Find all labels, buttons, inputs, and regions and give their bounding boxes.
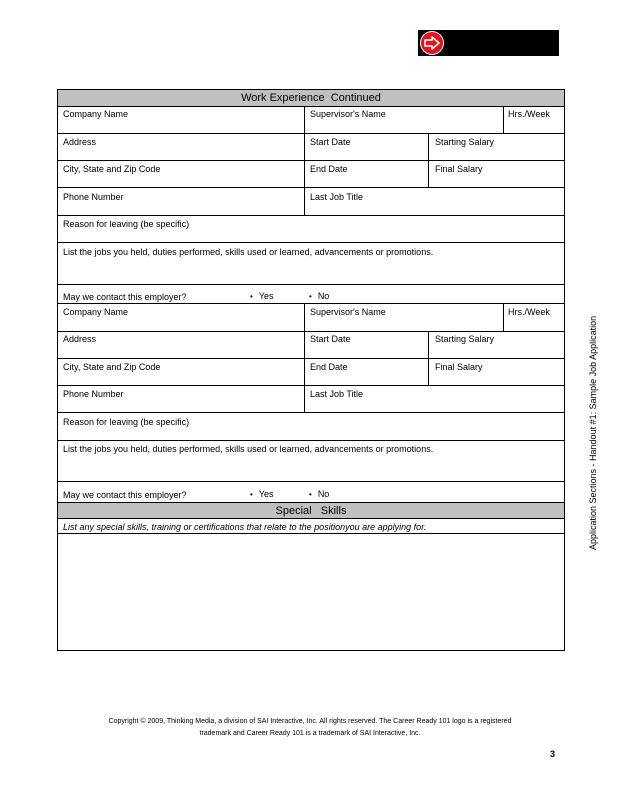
column-divider bbox=[428, 331, 429, 385]
section-header-work-experience bbox=[57, 89, 565, 107]
column-divider bbox=[304, 106, 305, 215]
address-field[interactable]: Address bbox=[63, 137, 97, 147]
bullet-icon: • bbox=[309, 490, 312, 499]
row-divider bbox=[57, 284, 565, 285]
start-date-field[interactable]: Start Date bbox=[310, 334, 351, 344]
contact-employer-question: May we contact this employer? bbox=[63, 490, 187, 500]
contact-yes-option[interactable] bbox=[250, 291, 274, 301]
jobs-duties-field[interactable]: List the jobs you held, duties performed, skills used or learned, advancements or promotions. bbox=[63, 444, 434, 454]
starting-salary-field[interactable]: Starting Salary bbox=[435, 137, 495, 147]
column-divider bbox=[503, 303, 504, 331]
yes-label: Yes bbox=[258, 489, 274, 499]
row-divider bbox=[57, 303, 565, 304]
special-skills-prompt: List any special skills, training or certifications that relate to the positionyou are applying for. bbox=[63, 522, 427, 532]
copyright-line: Copyright © 2009, Thinking Media, a division of SAI Interactive, Inc. All rights reserved. The Career Ready 101 logo is a registered bbox=[108, 718, 512, 725]
row-divider bbox=[57, 440, 565, 441]
row-divider bbox=[57, 385, 565, 386]
column-divider bbox=[428, 133, 429, 187]
row-divider bbox=[57, 133, 565, 134]
row-divider bbox=[57, 481, 565, 482]
end-date-field[interactable]: End Date bbox=[310, 362, 348, 372]
supervisor-name-field[interactable]: Supervisor's Name bbox=[310, 307, 386, 317]
column-divider bbox=[304, 303, 305, 412]
last-job-title-field[interactable]: Last Job Title bbox=[310, 192, 364, 202]
no-label: No bbox=[317, 489, 330, 499]
final-salary-field[interactable]: Final Salary bbox=[435, 164, 483, 174]
company-name-field[interactable]: Company Name bbox=[63, 307, 129, 317]
bullet-icon: • bbox=[250, 490, 253, 499]
no-label: No bbox=[317, 291, 330, 301]
row-divider bbox=[57, 187, 565, 188]
copyright-notice bbox=[40, 716, 580, 740]
contact-employer-question: May we contact this employer? bbox=[63, 292, 187, 302]
phone-number-field[interactable]: Phone Number bbox=[63, 192, 124, 202]
row-divider bbox=[57, 358, 565, 359]
contact-yes-option[interactable] bbox=[250, 489, 274, 499]
section-header-special-skills bbox=[57, 502, 565, 519]
row-divider bbox=[57, 160, 565, 161]
starting-salary-field[interactable]: Starting Salary bbox=[435, 334, 495, 344]
end-date-field[interactable]: End Date bbox=[310, 164, 348, 174]
final-salary-field[interactable]: Final Salary bbox=[435, 362, 483, 372]
row-divider bbox=[57, 412, 565, 413]
city-state-zip-field[interactable]: City, State and Zip Code bbox=[63, 362, 161, 372]
page-number: 3 bbox=[550, 749, 556, 759]
bullet-icon: • bbox=[250, 292, 253, 301]
jobs-duties-field[interactable]: List the jobs you held, duties performed, skills used or learned, advancements or promotions. bbox=[63, 247, 434, 257]
reason-for-leaving-field[interactable]: Reason for leaving (be specific) bbox=[63, 219, 190, 229]
supervisor-name-field[interactable]: Supervisor's Name bbox=[310, 109, 386, 119]
row-divider bbox=[57, 242, 565, 243]
bullet-icon: • bbox=[309, 292, 312, 301]
company-name-field[interactable]: Company Name bbox=[63, 109, 129, 119]
yes-label: Yes bbox=[258, 291, 274, 301]
start-date-field[interactable]: Start Date bbox=[310, 137, 351, 147]
address-field[interactable]: Address bbox=[63, 334, 97, 344]
copyright-line: trademark and Career Ready 101 is a trademark of SAI Interactive, Inc. bbox=[199, 730, 421, 737]
side-caption: Application Sections - Handout #1: Sample Job Application bbox=[588, 315, 598, 550]
contact-no-option[interactable] bbox=[309, 291, 329, 301]
section-title: Special Skills bbox=[275, 505, 347, 517]
logo-bar bbox=[418, 30, 559, 56]
phone-number-field[interactable]: Phone Number bbox=[63, 389, 124, 399]
section-title: Work Experience Continued bbox=[241, 92, 381, 104]
arrow-right-icon bbox=[420, 31, 444, 55]
hours-per-week-field[interactable]: Hrs./Week bbox=[508, 307, 550, 317]
hours-per-week-field[interactable]: Hrs./Week bbox=[508, 109, 550, 119]
row-divider bbox=[57, 331, 565, 332]
row-divider bbox=[57, 215, 565, 216]
column-divider bbox=[503, 106, 504, 133]
last-job-title-field[interactable]: Last Job Title bbox=[310, 389, 364, 399]
special-skills-textarea[interactable] bbox=[58, 534, 564, 650]
city-state-zip-field[interactable]: City, State and Zip Code bbox=[63, 164, 161, 174]
reason-for-leaving-field[interactable]: Reason for leaving (be specific) bbox=[63, 417, 190, 427]
contact-no-option[interactable] bbox=[309, 489, 329, 499]
